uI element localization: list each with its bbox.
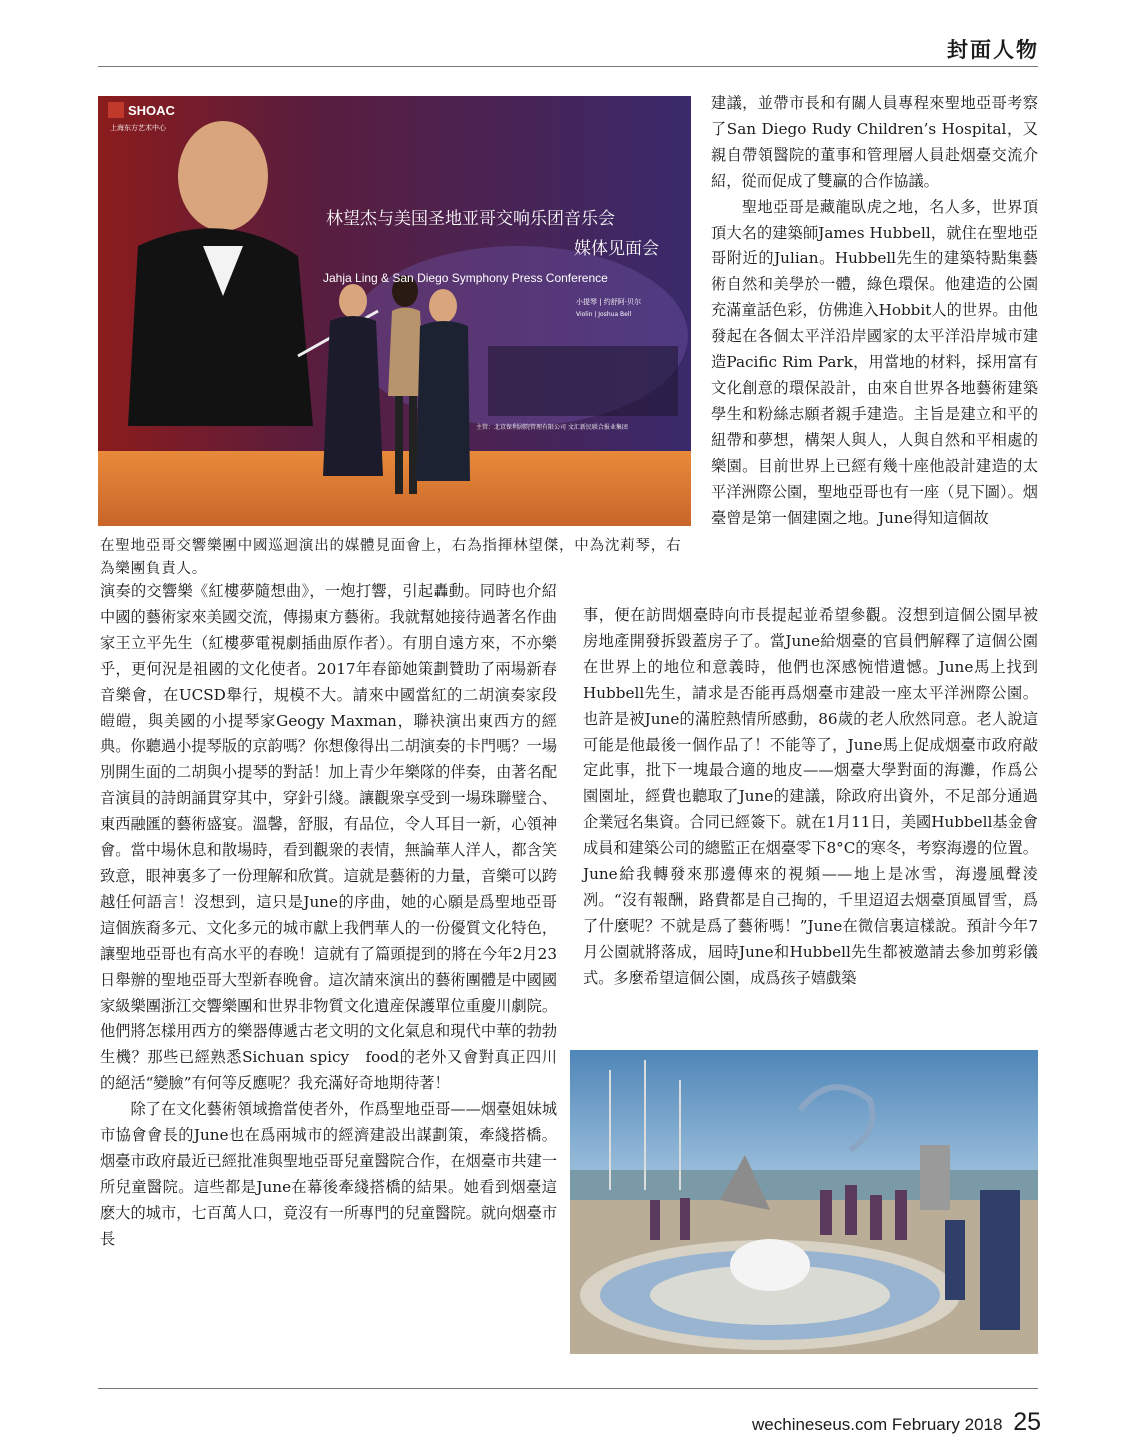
banner-english: Jahja Ling & San Diego Symphony Press Conference xyxy=(323,271,608,285)
shoac-logo-subtext: 上海东方艺术中心 xyxy=(110,124,166,132)
left-paragraph-1: 演奏的交響樂《紅樓夢隨想曲》，一炮打響，引起轟動。同時也介紹中國的藝術家來美國交流，傳揚東方藝術。我就幫她接待過著名作曲家王立平先生（紅樓夢電視劇插曲原作者）。有朋自遠方來，不亦樂乎，更何況是祖國的文化使者。2017年春節她策劃贊助了兩場新春音樂會，在UCSD舉行，規模不大。請來中國當紅的二胡演奏家段皚皚，與美國的小提琴家Geogy Maxman，聯袂演出東西方的經典。你聽過小提琴版的京韵嗎？你想像得出二胡演奏的卡門嗎？一場別開生面的二胡與小提琴的對話！加上青少年樂隊的伴奏，由著名配音演員的詩朗誦貫穿其中，穿針引綫。讓觀衆享受到一場珠聯璧合、東西融匯的藝術盛宴。溫馨，舒服，有品位，令人耳目一新，心領神會。當中場休息和散場時，看到觀衆的表情，無論華人洋人，都含笑致意，眼神裏多了一份理解和欣賞。這就是藝術的力量，音樂可以跨越任何語言！沒想到，這只是June的序曲，她的心願是爲聖地亞哥這個族裔多元、文化多元的城市獻上我們華人的一份優質文化特色，讓聖地亞哥也有高水平的春晚！這就有了篇頭提到的將在今年2月23日舉辦的聖地亞哥大型新春晚會。這次請來演出的藝術團體是中國國家級樂團浙江交響樂團和世界非物質文化遺産保護單位重慶川劇院。他們將怎樣用西方的樂器傳遞古老文明的文化氣息和現代中華的勃勃生機？那些已經熟悉Sichuan spicy food的老外又會對真正四川的絕活“變臉”有何等反應呢？我充滿好奇地期待著！ xyxy=(100,582,557,1093)
right-paragraph-1: 建議，並帶市長和有關人員專程來聖地亞哥考察了San Diego Rudy Children’s Hospital，又親自帶領醫院的董事和管理層人員赴烟臺交流介紹，從而促成了雙贏的合作協議。 xyxy=(711,94,1038,190)
banner-chinese-line2: 媒体见面会 xyxy=(574,239,659,259)
shoac-logo-text: SHOAC xyxy=(128,103,175,118)
photo-caption: 在聖地亞哥交響樂團中國巡迴演出的媒體見面會上，右為指揮林望傑，中為沈莉琴，右為樂團負責人。 xyxy=(100,538,682,577)
section-title: 封面人物 xyxy=(947,38,1039,62)
left-paragraph-2: 除了在文化藝術領域擔當使者外，作爲聖地亞哥——烟臺姐妹城市協會會長的June也在爲兩城市的經濟建設出謀劃策，牽綫搭橋。烟臺市政府最近已經批准與聖地亞哥兒童醫院合作，在烟臺市共建一所兒童醫院。這些都是June在幕後牽綫搭橋的結果。她看到烟臺這麽大的城市，七百萬人口，竟沒有一所專門的兒童醫院。就向烟臺市長 xyxy=(100,1100,557,1248)
page-number: 25 xyxy=(1013,1408,1041,1436)
footer-site: wechineseus.com xyxy=(752,1415,888,1434)
pacific-rim-park-photo xyxy=(570,1050,1038,1354)
header-rule xyxy=(98,66,1038,67)
right-column-top xyxy=(711,91,1038,531)
footer xyxy=(752,1408,1041,1437)
banner-chinese-line1: 林望杰与美国圣地亚哥交响乐团音乐会 xyxy=(326,209,615,229)
footer-issue: February 2018 xyxy=(891,1415,1003,1434)
banner-small-label: 小提琴 | 约舒阿·贝尔 xyxy=(576,298,642,306)
banner-small-label-english: Violin | Joshua Bell xyxy=(576,311,632,318)
right-paragraph-3: 事，便在訪問烟臺時向市長提起並希望參觀。沒想到這個公園早被房地產開發拆毀蓋房子了。當June給烟臺的官員們解釋了這個公園在世界上的地位和意義時，他們也深感惋惜遺憾。June馬上找到Hubbell先生，請求是否能再爲烟臺市建設一座太平洋洲際公園。也許是被June的滿腔熱情所感動，86歲的老人欣然同意。老人說這可能是他最後一個作品了！不能等了，June馬上促成烟臺市政府敲定此事，批下一塊最合適的地皮——烟臺大學對面的海灘，作爲公園園址，經費也聽取了June的建議，除政府出資外，不足部分通過企業冠名集資。合同已經簽下。就在1月11日，美國Hubbell基金會成員和建築公司的總監正在烟臺零下8°C的寒冬，考察海邊的位置。June給我轉發來那邊傳來的視頻——地上是冰雪，海邊風聲淩冽。“沒有報酬，路費都是自己掏的，千里迢迢去烟臺頂風冒雪，爲了什麼呢？不就是爲了藝術嗎！”June在微信裏這樣說。預計今年7月公園就將落成，屆時June和Hubbell先生都被邀請去參加剪彩儀式。多麼希望這個公園，成爲孩子嬉戲築 xyxy=(583,606,1038,987)
press-conference-photo xyxy=(98,96,691,526)
left-column xyxy=(100,579,557,1253)
footer-rule xyxy=(98,1388,1038,1389)
right-paragraph-2: 聖地亞哥是藏龍臥虎之地，名人多，世界頂頂大名的建築師James Hubbell，就住在聖地亞哥附近的Julian。Hubbell先生的建築特點集藝術自然和美學於一體，綠色環保。他建造的公園充滿童話色彩，仿佛進入Hobbit人的世界。由他發起在各個太平洋沿岸國家的太平洋沿岸城市建造Pacific Rim Park，用當地的材料，採用富有文化創意的環保設計，由來自世界各地藝術建築學生和粉絲志願者親手建造。主旨是建立和平的紐帶和夢想，構架人與人，人與自然和平相處的樂園。目前世界上已經有幾十座他設計建造的太平洋洲際公園，聖地亞哥也有一座（見下圖）。烟臺曾是第一個建園之地。June得知這個故 xyxy=(711,197,1038,527)
banner-sponsor-text: 主管：北京保利剧院管理有限公司 文汇新民联合报业集团 xyxy=(476,424,628,431)
right-column-wide xyxy=(583,603,1038,992)
